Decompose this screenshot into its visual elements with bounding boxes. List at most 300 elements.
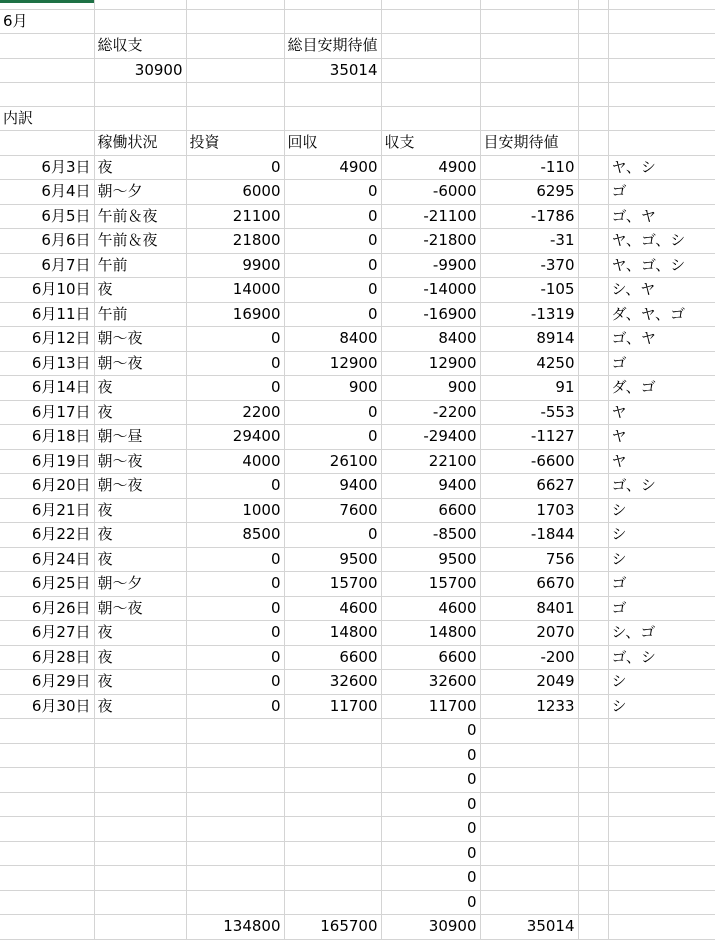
grid-cell[interactable] — [608, 106, 715, 131]
grid-cell[interactable] — [578, 719, 608, 744]
cell-balance[interactable]: 0 — [381, 866, 480, 891]
cell-balance[interactable]: 6600 — [381, 645, 480, 670]
grid-cell[interactable] — [284, 743, 381, 768]
cell-date[interactable]: 6月4日 — [0, 180, 94, 205]
cell-date[interactable]: 6月30日 — [0, 694, 94, 719]
grid-cell[interactable] — [480, 792, 578, 817]
total-value[interactable]: 30900 — [94, 58, 186, 83]
cell-status[interactable]: 夜 — [94, 498, 186, 523]
grid-cell[interactable] — [284, 792, 381, 817]
header-status[interactable]: 稼働状況 — [94, 131, 186, 156]
grid-cell[interactable] — [608, 58, 715, 83]
cell-expected[interactable]: -1319 — [480, 302, 578, 327]
grid-cell[interactable] — [186, 83, 284, 107]
total-expected[interactable]: 35014 — [480, 915, 578, 940]
grid-cell[interactable] — [186, 743, 284, 768]
cell-date[interactable]: 6月12日 — [0, 327, 94, 352]
cell-status[interactable]: 夜 — [94, 278, 186, 303]
cell-machines[interactable]: ゴ、シ — [608, 474, 715, 499]
grid-cell[interactable] — [186, 792, 284, 817]
cell-invest[interactable]: 29400 — [186, 425, 284, 450]
grid-cell[interactable] — [0, 83, 94, 107]
cell-invest[interactable]: 0 — [186, 694, 284, 719]
cell-date[interactable]: 6月25日 — [0, 572, 94, 597]
grid-cell[interactable] — [284, 9, 381, 34]
cell-recover[interactable]: 900 — [284, 376, 381, 401]
cell-recover[interactable]: 0 — [284, 180, 381, 205]
grid-cell[interactable] — [578, 34, 608, 59]
cell-balance[interactable]: -6000 — [381, 180, 480, 205]
grid-cell[interactable] — [608, 915, 715, 940]
grid-cell[interactable] — [94, 890, 186, 915]
grid-cell[interactable] — [608, 0, 715, 9]
cell-expected[interactable]: -1786 — [480, 204, 578, 229]
grid-cell[interactable] — [578, 180, 608, 205]
grid-cell[interactable] — [578, 645, 608, 670]
cell-expected[interactable]: 2049 — [480, 670, 578, 695]
cell-date[interactable]: 6月13日 — [0, 351, 94, 376]
cell-expected[interactable]: -1844 — [480, 523, 578, 548]
grid-cell[interactable] — [284, 719, 381, 744]
grid-cell[interactable] — [381, 83, 480, 107]
cell-status[interactable]: 朝～夜 — [94, 351, 186, 376]
cell-date[interactable]: 6月22日 — [0, 523, 94, 548]
cell-expected[interactable]: -1127 — [480, 425, 578, 450]
cell-machines[interactable]: ゴ、ヤ — [608, 327, 715, 352]
header-invest[interactable]: 投資 — [186, 131, 284, 156]
grid-cell[interactable] — [284, 0, 381, 9]
cell-balance[interactable]: 4900 — [381, 155, 480, 180]
grid-cell[interactable] — [578, 376, 608, 401]
grid-cell[interactable] — [608, 890, 715, 915]
grid-cell[interactable] — [608, 866, 715, 891]
grid-cell[interactable] — [186, 106, 284, 131]
grid-cell[interactable] — [0, 890, 94, 915]
cell-balance[interactable]: -2200 — [381, 400, 480, 425]
cell-machines[interactable]: ダ、ゴ — [608, 376, 715, 401]
total-invest[interactable]: 134800 — [186, 915, 284, 940]
grid-cell[interactable] — [381, 0, 480, 9]
grid-cell[interactable] — [578, 670, 608, 695]
grid-cell[interactable] — [186, 9, 284, 34]
cell-balance[interactable]: 4600 — [381, 596, 480, 621]
cell-date[interactable]: 6月28日 — [0, 645, 94, 670]
grid-cell[interactable] — [381, 34, 480, 59]
grid-cell[interactable] — [94, 83, 186, 107]
cell-expected[interactable]: -370 — [480, 253, 578, 278]
cell-balance[interactable]: 6600 — [381, 498, 480, 523]
cell-invest[interactable]: 8500 — [186, 523, 284, 548]
cell-invest[interactable]: 0 — [186, 621, 284, 646]
cell-recover[interactable]: 15700 — [284, 572, 381, 597]
grid-cell[interactable] — [284, 817, 381, 842]
expected-value[interactable]: 35014 — [284, 58, 381, 83]
cell-machines[interactable]: シ — [608, 498, 715, 523]
grid-cell[interactable] — [480, 9, 578, 34]
cell-machines[interactable]: ヤ — [608, 425, 715, 450]
cell-balance[interactable]: 0 — [381, 768, 480, 793]
cell-recover[interactable]: 32600 — [284, 670, 381, 695]
cell-invest[interactable]: 0 — [186, 474, 284, 499]
cell-invest[interactable]: 2200 — [186, 400, 284, 425]
grid-cell[interactable] — [0, 131, 94, 156]
grid-cell[interactable] — [608, 743, 715, 768]
cell-balance[interactable]: -16900 — [381, 302, 480, 327]
cell-date[interactable]: 6月18日 — [0, 425, 94, 450]
cell-date[interactable]: 6月5日 — [0, 204, 94, 229]
grid-cell[interactable] — [578, 768, 608, 793]
cell-recover[interactable]: 14800 — [284, 621, 381, 646]
cell-date[interactable]: 6月3日 — [0, 155, 94, 180]
cell-machines[interactable]: ゴ、ヤ — [608, 204, 715, 229]
grid-cell[interactable] — [578, 131, 608, 156]
month-label[interactable]: 6月 — [0, 9, 94, 34]
grid-cell[interactable] — [0, 58, 94, 83]
grid-cell[interactable] — [578, 449, 608, 474]
grid-cell[interactable] — [186, 0, 284, 9]
cell-balance[interactable]: 0 — [381, 841, 480, 866]
cell-balance[interactable]: -29400 — [381, 425, 480, 450]
cell-machines[interactable]: ヤ、ゴ、シ — [608, 229, 715, 254]
cell-expected[interactable]: 6670 — [480, 572, 578, 597]
total-label[interactable]: 総収支 — [94, 34, 186, 59]
cell-expected[interactable]: 91 — [480, 376, 578, 401]
grid-cell[interactable] — [94, 768, 186, 793]
cell-status[interactable]: 夜 — [94, 400, 186, 425]
cell-date[interactable]: 6月27日 — [0, 621, 94, 646]
cell-expected[interactable]: -6600 — [480, 449, 578, 474]
cell-balance[interactable]: -21100 — [381, 204, 480, 229]
grid-cell[interactable] — [480, 106, 578, 131]
cell-machines[interactable]: ヤ — [608, 400, 715, 425]
cell-expected[interactable]: 1233 — [480, 694, 578, 719]
grid-cell[interactable] — [608, 841, 715, 866]
cell-invest[interactable]: 4000 — [186, 449, 284, 474]
cell-recover[interactable]: 4600 — [284, 596, 381, 621]
grid-cell[interactable] — [608, 83, 715, 107]
grid-cell[interactable] — [608, 9, 715, 34]
cell-recover[interactable]: 0 — [284, 278, 381, 303]
grid-cell[interactable] — [94, 866, 186, 891]
cell-machines[interactable]: ゴ — [608, 572, 715, 597]
cell-balance[interactable]: -14000 — [381, 278, 480, 303]
cell-expected[interactable]: -105 — [480, 278, 578, 303]
cell-status[interactable]: 朝～昼 — [94, 425, 186, 450]
cell-machines[interactable]: ヤ — [608, 449, 715, 474]
cell-balance[interactable]: 9500 — [381, 547, 480, 572]
grid-cell[interactable] — [578, 498, 608, 523]
breakdown-label[interactable]: 内訳 — [0, 106, 94, 131]
cell-machines[interactable]: ゴ — [608, 351, 715, 376]
cell-machines[interactable]: シ — [608, 670, 715, 695]
cell-expected[interactable]: 6295 — [480, 180, 578, 205]
cell-invest[interactable]: 0 — [186, 645, 284, 670]
grid-cell[interactable] — [608, 719, 715, 744]
cell-date[interactable]: 6月10日 — [0, 278, 94, 303]
cell-status[interactable]: 朝～夜 — [94, 474, 186, 499]
grid-cell[interactable] — [578, 204, 608, 229]
grid-cell[interactable] — [578, 474, 608, 499]
cell-status[interactable]: 午前＆夜 — [94, 204, 186, 229]
cell-machines[interactable]: ゴ — [608, 180, 715, 205]
grid-cell[interactable] — [284, 866, 381, 891]
cell-machines[interactable]: シ — [608, 547, 715, 572]
grid-cell[interactable] — [0, 34, 94, 59]
grid-cell[interactable] — [578, 596, 608, 621]
grid-cell[interactable] — [608, 792, 715, 817]
cell-balance[interactable]: 9400 — [381, 474, 480, 499]
cell-balance[interactable]: 8400 — [381, 327, 480, 352]
cell-balance[interactable]: -9900 — [381, 253, 480, 278]
grid-cell[interactable] — [578, 841, 608, 866]
cell-machines[interactable]: シ、ゴ — [608, 621, 715, 646]
cell-recover[interactable]: 4900 — [284, 155, 381, 180]
cell-date[interactable]: 6月26日 — [0, 596, 94, 621]
cell-date[interactable]: 6月20日 — [0, 474, 94, 499]
grid-cell[interactable] — [94, 792, 186, 817]
cell-invest[interactable]: 0 — [186, 327, 284, 352]
grid-cell[interactable] — [0, 841, 94, 866]
cell-balance[interactable]: 14800 — [381, 621, 480, 646]
cell-invest[interactable]: 14000 — [186, 278, 284, 303]
grid-cell[interactable] — [578, 302, 608, 327]
grid-cell[interactable] — [578, 743, 608, 768]
cell-recover[interactable]: 8400 — [284, 327, 381, 352]
cell-date[interactable]: 6月24日 — [0, 547, 94, 572]
grid-cell[interactable] — [94, 9, 186, 34]
cell-recover[interactable]: 6600 — [284, 645, 381, 670]
cell-machines[interactable]: ヤ、ゴ、シ — [608, 253, 715, 278]
grid-cell[interactable] — [578, 9, 608, 34]
cell-status[interactable]: 夜 — [94, 376, 186, 401]
cell-date[interactable]: 6月11日 — [0, 302, 94, 327]
grid-cell[interactable] — [0, 792, 94, 817]
cell-balance[interactable]: 12900 — [381, 351, 480, 376]
grid-cell[interactable] — [94, 0, 186, 9]
grid-cell[interactable] — [480, 0, 578, 9]
cell-balance[interactable]: 900 — [381, 376, 480, 401]
cell-expected[interactable]: -31 — [480, 229, 578, 254]
cell-recover[interactable]: 0 — [284, 253, 381, 278]
cell-date[interactable]: 6月21日 — [0, 498, 94, 523]
cell-invest[interactable]: 0 — [186, 547, 284, 572]
grid-cell[interactable] — [578, 106, 608, 131]
grid-cell[interactable] — [284, 841, 381, 866]
cell-status[interactable]: 夜 — [94, 523, 186, 548]
total-recover[interactable]: 165700 — [284, 915, 381, 940]
grid-cell[interactable] — [578, 83, 608, 107]
cell-balance[interactable]: 32600 — [381, 670, 480, 695]
grid-cell[interactable] — [0, 719, 94, 744]
grid-cell[interactable] — [186, 817, 284, 842]
cell-status[interactable]: 朝～夕 — [94, 180, 186, 205]
grid-cell[interactable] — [578, 278, 608, 303]
cell-recover[interactable]: 12900 — [284, 351, 381, 376]
cell-date[interactable]: 6月29日 — [0, 670, 94, 695]
cell-expected[interactable]: 8401 — [480, 596, 578, 621]
cell-invest[interactable]: 0 — [186, 670, 284, 695]
cell-status[interactable]: 朝～夜 — [94, 449, 186, 474]
cell-balance[interactable]: 0 — [381, 890, 480, 915]
grid-cell[interactable] — [578, 915, 608, 940]
grid-cell[interactable] — [480, 58, 578, 83]
cell-invest[interactable]: 0 — [186, 376, 284, 401]
cell-expected[interactable]: -553 — [480, 400, 578, 425]
cell-status[interactable]: 夜 — [94, 694, 186, 719]
cell-expected[interactable]: 8914 — [480, 327, 578, 352]
cell-date[interactable]: 6月7日 — [0, 253, 94, 278]
grid-cell[interactable] — [381, 106, 480, 131]
grid-cell[interactable] — [284, 768, 381, 793]
grid-cell[interactable] — [578, 0, 608, 9]
grid-cell[interactable] — [578, 572, 608, 597]
cell-balance[interactable]: 0 — [381, 817, 480, 842]
grid-cell[interactable] — [94, 719, 186, 744]
cell-invest[interactable]: 21100 — [186, 204, 284, 229]
grid-cell[interactable] — [186, 719, 284, 744]
cell-invest[interactable]: 9900 — [186, 253, 284, 278]
cell-recover[interactable]: 0 — [284, 523, 381, 548]
cell-expected[interactable]: 4250 — [480, 351, 578, 376]
grid-cell[interactable] — [186, 890, 284, 915]
cell-invest[interactable]: 16900 — [186, 302, 284, 327]
cell-machines[interactable]: シ、ヤ — [608, 278, 715, 303]
grid-cell[interactable] — [381, 9, 480, 34]
grid-cell[interactable] — [0, 866, 94, 891]
cell-status[interactable]: 朝～夜 — [94, 596, 186, 621]
cell-invest[interactable]: 1000 — [186, 498, 284, 523]
grid-cell[interactable] — [186, 841, 284, 866]
cell-expected[interactable]: 1703 — [480, 498, 578, 523]
grid-cell[interactable] — [94, 106, 186, 131]
cell-status[interactable]: 夜 — [94, 621, 186, 646]
cell-status[interactable]: 朝～夜 — [94, 327, 186, 352]
grid-cell[interactable] — [578, 817, 608, 842]
cell-status[interactable]: 夜 — [94, 670, 186, 695]
cell-recover[interactable]: 7600 — [284, 498, 381, 523]
cell-date[interactable]: 6月17日 — [0, 400, 94, 425]
cell-balance[interactable]: 0 — [381, 743, 480, 768]
grid-cell[interactable] — [94, 743, 186, 768]
cell-recover[interactable]: 0 — [284, 204, 381, 229]
cell-recover[interactable]: 0 — [284, 425, 381, 450]
grid-cell[interactable] — [480, 817, 578, 842]
grid-cell[interactable] — [578, 58, 608, 83]
grid-cell[interactable] — [0, 743, 94, 768]
grid-cell[interactable] — [578, 400, 608, 425]
cell-expected[interactable]: -200 — [480, 645, 578, 670]
cell-invest[interactable]: 0 — [186, 572, 284, 597]
grid-cell[interactable] — [0, 915, 94, 940]
grid-cell[interactable] — [0, 817, 94, 842]
grid-cell[interactable] — [480, 841, 578, 866]
cell-balance[interactable]: 15700 — [381, 572, 480, 597]
cell-invest[interactable]: 21800 — [186, 229, 284, 254]
grid-cell[interactable] — [94, 841, 186, 866]
grid-cell[interactable] — [186, 58, 284, 83]
grid-cell[interactable] — [608, 34, 715, 59]
cell-balance[interactable]: 11700 — [381, 694, 480, 719]
grid-cell[interactable] — [186, 34, 284, 59]
grid-cell[interactable] — [94, 817, 186, 842]
grid-cell[interactable] — [578, 425, 608, 450]
grid-cell[interactable] — [578, 547, 608, 572]
cell-balance[interactable]: -21800 — [381, 229, 480, 254]
cell-recover[interactable]: 0 — [284, 229, 381, 254]
grid-cell[interactable] — [578, 523, 608, 548]
grid-cell[interactable] — [608, 768, 715, 793]
grid-cell[interactable] — [578, 694, 608, 719]
cell-balance[interactable]: 0 — [381, 792, 480, 817]
grid-cell[interactable] — [578, 351, 608, 376]
grid-cell[interactable] — [578, 327, 608, 352]
cell-status[interactable]: 朝～夕 — [94, 572, 186, 597]
cell-status[interactable]: 夜 — [94, 645, 186, 670]
cell-invest[interactable]: 0 — [186, 596, 284, 621]
cell-status[interactable]: 午前 — [94, 302, 186, 327]
grid-cell[interactable] — [608, 817, 715, 842]
grid-cell[interactable] — [480, 743, 578, 768]
grid-cell[interactable] — [284, 106, 381, 131]
cell-expected[interactable]: 2070 — [480, 621, 578, 646]
header-balance[interactable]: 収支 — [381, 131, 480, 156]
grid-cell[interactable] — [480, 890, 578, 915]
cell-date[interactable]: 6月14日 — [0, 376, 94, 401]
cell-balance[interactable]: -8500 — [381, 523, 480, 548]
cell-recover[interactable]: 26100 — [284, 449, 381, 474]
total-balance[interactable]: 30900 — [381, 915, 480, 940]
cell-machines[interactable]: シ — [608, 523, 715, 548]
cell-status[interactable]: 夜 — [94, 547, 186, 572]
cell-machines[interactable]: ゴ — [608, 596, 715, 621]
grid-cell[interactable] — [578, 621, 608, 646]
grid-cell[interactable] — [480, 34, 578, 59]
grid-cell[interactable] — [480, 719, 578, 744]
cell-expected[interactable]: 756 — [480, 547, 578, 572]
cell-balance[interactable]: 0 — [381, 719, 480, 744]
cell-recover[interactable]: 0 — [284, 302, 381, 327]
grid-cell[interactable] — [480, 768, 578, 793]
cell-machines[interactable]: ゴ、シ — [608, 645, 715, 670]
grid-cell[interactable] — [578, 792, 608, 817]
cell-recover[interactable]: 9400 — [284, 474, 381, 499]
cell-recover[interactable]: 9500 — [284, 547, 381, 572]
grid-cell[interactable] — [186, 866, 284, 891]
cell-status[interactable]: 午前 — [94, 253, 186, 278]
cell-machines[interactable]: ダ、ヤ、ゴ — [608, 302, 715, 327]
cell-invest[interactable]: 0 — [186, 155, 284, 180]
cell-expected[interactable]: -110 — [480, 155, 578, 180]
cell-balance[interactable]: 22100 — [381, 449, 480, 474]
cell-status[interactable]: 夜 — [94, 155, 186, 180]
grid-cell[interactable] — [94, 915, 186, 940]
grid-cell[interactable] — [0, 768, 94, 793]
grid-cell[interactable] — [480, 83, 578, 107]
grid-cell[interactable] — [578, 253, 608, 278]
grid-cell[interactable] — [381, 58, 480, 83]
cell-recover[interactable]: 0 — [284, 400, 381, 425]
cell-date[interactable]: 6月6日 — [0, 229, 94, 254]
grid-cell[interactable] — [578, 866, 608, 891]
expected-label[interactable]: 総目安期待値 — [284, 34, 381, 59]
grid-cell[interactable] — [578, 155, 608, 180]
cell-machines[interactable]: ヤ、シ — [608, 155, 715, 180]
cell-invest[interactable]: 0 — [186, 351, 284, 376]
header-expected[interactable]: 目安期待値 — [480, 131, 578, 156]
grid-cell[interactable] — [0, 0, 94, 9]
grid-cell[interactable] — [578, 229, 608, 254]
grid-cell[interactable] — [186, 768, 284, 793]
